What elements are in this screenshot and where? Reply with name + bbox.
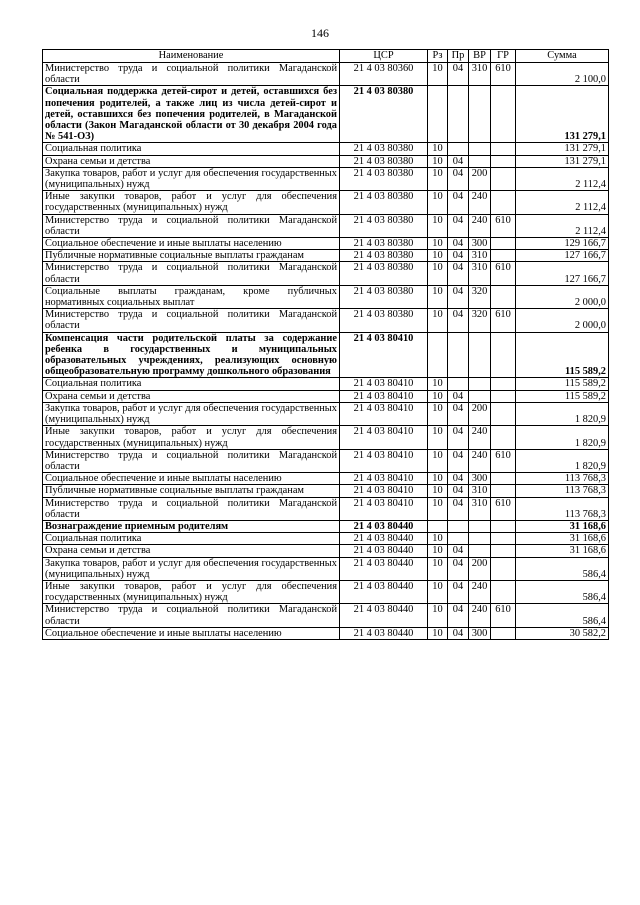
table-row	[43, 309, 609, 332]
cell-name: Министерство труда и социальной политики Магаданской области	[43, 63, 340, 86]
cell-vr: 240	[469, 426, 491, 449]
cell-gr	[491, 520, 516, 532]
cell-name: Социальное обеспечение и иные выплаты населению	[43, 627, 340, 639]
cell-rz	[428, 86, 448, 143]
cell-vr: 240	[469, 580, 491, 603]
cell-vr: 310	[469, 262, 491, 285]
cell-sum: 113 768,3	[516, 497, 609, 520]
cell-pr: 04	[448, 155, 469, 167]
cell-gr	[491, 627, 516, 639]
cell-csr: 21 4 03 80410	[340, 449, 428, 472]
column-header-pr: Пр	[448, 50, 469, 63]
cell-gr: 610	[491, 214, 516, 237]
cell-csr: 21 4 03 80380	[340, 250, 428, 262]
cell-rz: 10	[428, 285, 448, 308]
cell-vr: 310	[469, 485, 491, 497]
cell-pr: 04	[448, 402, 469, 425]
cell-name: Социальные выплаты гражданам, кроме публичных нормативных социальных выплат	[43, 285, 340, 308]
cell-vr	[469, 143, 491, 155]
cell-csr: 21 4 03 80380	[340, 285, 428, 308]
cell-vr: 300	[469, 238, 491, 250]
cell-vr	[469, 155, 491, 167]
cell-name: Министерство труда и социальной политики Магаданской области	[43, 604, 340, 627]
table-row	[43, 390, 609, 402]
table-row	[43, 449, 609, 472]
cell-csr: 21 4 03 80440	[340, 580, 428, 603]
cell-name: Вознаграждение приемным родителям	[43, 520, 340, 532]
cell-csr: 21 4 03 80380	[340, 214, 428, 237]
table-row	[43, 520, 609, 532]
cell-sum: 2 000,0	[516, 309, 609, 332]
cell-gr	[491, 250, 516, 262]
cell-vr: 310	[469, 63, 491, 86]
cell-csr: 21 4 03 80410	[340, 473, 428, 485]
cell-gr: 610	[491, 604, 516, 627]
cell-name: Социальная политика	[43, 378, 340, 390]
cell-gr: 610	[491, 497, 516, 520]
cell-csr: 21 4 03 80410	[340, 485, 428, 497]
cell-rz: 10	[428, 485, 448, 497]
cell-sum: 31 168,6	[516, 520, 609, 532]
cell-pr	[448, 86, 469, 143]
cell-csr: 21 4 03 80380	[340, 143, 428, 155]
cell-pr: 04	[448, 545, 469, 557]
cell-vr: 300	[469, 473, 491, 485]
cell-name: Закупка товаров, работ и услуг для обеспечения государственных (муниципальных) нужд	[43, 402, 340, 425]
cell-name: Охрана семьи и детства	[43, 390, 340, 402]
cell-name: Министерство труда и социальной политики Магаданской области	[43, 214, 340, 237]
cell-sum: 115 589,2	[516, 332, 609, 378]
cell-pr: 04	[448, 309, 469, 332]
cell-csr: 21 4 03 80440	[340, 604, 428, 627]
cell-name: Министерство труда и социальной политики Магаданской области	[43, 262, 340, 285]
cell-name: Социальная политика	[43, 533, 340, 545]
cell-name: Социальная поддержка детей-сирот и детей, оставшихся без попечения родителей, а также лиц из числа детей-сирот и детей, оставшихся без попечения родителей, в Магаданской области (Закон Магаданской области от 30 декабря 2004 года № 541-ОЗ)	[43, 86, 340, 143]
cell-pr: 04	[448, 285, 469, 308]
cell-vr: 200	[469, 557, 491, 580]
cell-rz: 10	[428, 545, 448, 557]
cell-name: Министерство труда и социальной политики Магаданской области	[43, 497, 340, 520]
cell-rz: 10	[428, 378, 448, 390]
cell-csr: 21 4 03 80380	[340, 262, 428, 285]
cell-rz: 10	[428, 580, 448, 603]
cell-pr: 04	[448, 485, 469, 497]
cell-rz: 10	[428, 262, 448, 285]
table-row	[43, 285, 609, 308]
cell-vr: 200	[469, 402, 491, 425]
table-row	[43, 167, 609, 190]
cell-pr	[448, 378, 469, 390]
cell-rz: 10	[428, 214, 448, 237]
cell-vr: 240	[469, 604, 491, 627]
cell-sum: 586,4	[516, 580, 609, 603]
cell-gr	[491, 285, 516, 308]
cell-sum: 1 820,9	[516, 449, 609, 472]
cell-csr: 21 4 03 80440	[340, 520, 428, 532]
cell-gr	[491, 485, 516, 497]
cell-csr: 21 4 03 80410	[340, 497, 428, 520]
cell-rz: 10	[428, 63, 448, 86]
table-row	[43, 557, 609, 580]
cell-csr: 21 4 03 80380	[340, 309, 428, 332]
table-row	[43, 533, 609, 545]
cell-csr: 21 4 03 80380	[340, 238, 428, 250]
cell-gr	[491, 143, 516, 155]
budget-table	[42, 49, 609, 640]
cell-csr: 21 4 03 80380	[340, 155, 428, 167]
cell-name: Иные закупки товаров, работ и услуг для обеспечения государственных (муниципальных) нужд	[43, 191, 340, 214]
cell-gr	[491, 332, 516, 378]
cell-csr: 21 4 03 80410	[340, 426, 428, 449]
cell-csr: 21 4 03 80410	[340, 402, 428, 425]
cell-name: Закупка товаров, работ и услуг для обеспечения государственных (муниципальных) нужд	[43, 167, 340, 190]
cell-sum: 127 166,7	[516, 262, 609, 285]
table-row	[43, 473, 609, 485]
cell-sum: 2 100,0	[516, 63, 609, 86]
cell-rz: 10	[428, 191, 448, 214]
cell-csr: 21 4 03 80440	[340, 533, 428, 545]
cell-name: Охрана семьи и детства	[43, 155, 340, 167]
cell-sum: 115 589,2	[516, 378, 609, 390]
table-row	[43, 262, 609, 285]
cell-csr: 21 4 03 80440	[340, 545, 428, 557]
cell-vr: 240	[469, 191, 491, 214]
cell-name: Министерство труда и социальной политики Магаданской области	[43, 309, 340, 332]
cell-rz: 10	[428, 390, 448, 402]
cell-sum: 113 768,3	[516, 473, 609, 485]
cell-sum: 586,4	[516, 604, 609, 627]
cell-sum: 31 168,6	[516, 545, 609, 557]
cell-rz: 10	[428, 402, 448, 425]
table-row	[43, 143, 609, 155]
cell-gr	[491, 390, 516, 402]
cell-pr: 04	[448, 627, 469, 639]
cell-gr: 610	[491, 63, 516, 86]
cell-sum: 1 820,9	[516, 402, 609, 425]
cell-pr: 04	[448, 580, 469, 603]
cell-pr: 04	[448, 497, 469, 520]
cell-gr	[491, 533, 516, 545]
cell-sum: 2 112,4	[516, 191, 609, 214]
cell-csr: 21 4 03 80410	[340, 332, 428, 378]
cell-rz	[428, 332, 448, 378]
cell-vr	[469, 520, 491, 532]
cell-gr	[491, 557, 516, 580]
cell-name: Охрана семьи и детства	[43, 545, 340, 557]
cell-rz: 10	[428, 426, 448, 449]
cell-gr	[491, 473, 516, 485]
cell-gr	[491, 155, 516, 167]
table-row	[43, 545, 609, 557]
cell-pr	[448, 143, 469, 155]
cell-rz: 10	[428, 627, 448, 639]
cell-sum: 1 820,9	[516, 426, 609, 449]
cell-vr: 240	[469, 214, 491, 237]
cell-rz: 10	[428, 557, 448, 580]
cell-vr: 310	[469, 497, 491, 520]
cell-csr: 21 4 03 80380	[340, 86, 428, 143]
cell-vr: 240	[469, 449, 491, 472]
cell-sum: 2 112,4	[516, 167, 609, 190]
table-row	[43, 627, 609, 639]
table-row	[43, 332, 609, 378]
cell-sum: 586,4	[516, 557, 609, 580]
table-row	[43, 86, 609, 143]
cell-pr: 04	[448, 250, 469, 262]
cell-sum: 131 279,1	[516, 86, 609, 143]
table-row	[43, 378, 609, 390]
cell-gr	[491, 167, 516, 190]
column-header-vr: ВР	[469, 50, 491, 63]
cell-gr	[491, 426, 516, 449]
cell-pr: 04	[448, 63, 469, 86]
cell-name: Социальная политика	[43, 143, 340, 155]
cell-sum: 115 589,2	[516, 390, 609, 402]
cell-name: Социальное обеспечение и иные выплаты населению	[43, 473, 340, 485]
cell-rz: 10	[428, 497, 448, 520]
cell-rz: 10	[428, 155, 448, 167]
table-row	[43, 250, 609, 262]
cell-vr	[469, 378, 491, 390]
column-header-name: Наименование	[43, 50, 340, 63]
cell-rz: 10	[428, 449, 448, 472]
column-header-csr: ЦСР	[340, 50, 428, 63]
cell-gr	[491, 580, 516, 603]
cell-pr: 04	[448, 473, 469, 485]
cell-csr: 21 4 03 80380	[340, 167, 428, 190]
cell-vr: 310	[469, 250, 491, 262]
table-row	[43, 497, 609, 520]
page-number: 146	[311, 26, 329, 40]
cell-rz: 10	[428, 238, 448, 250]
column-header-rz: Рз	[428, 50, 448, 63]
cell-name: Социальное обеспечение и иные выплаты населению	[43, 238, 340, 250]
cell-name: Иные закупки товаров, работ и услуг для обеспечения государственных (муниципальных) нужд	[43, 580, 340, 603]
cell-pr: 04	[448, 214, 469, 237]
cell-csr: 21 4 03 80440	[340, 627, 428, 639]
cell-pr: 04	[448, 262, 469, 285]
cell-name: Публичные нормативные социальные выплаты гражданам	[43, 485, 340, 497]
cell-name: Закупка товаров, работ и услуг для обеспечения государственных (муниципальных) нужд	[43, 557, 340, 580]
cell-sum: 30 582,2	[516, 627, 609, 639]
cell-sum: 127 166,7	[516, 250, 609, 262]
cell-sum: 131 279,1	[516, 155, 609, 167]
cell-gr: 610	[491, 309, 516, 332]
cell-pr	[448, 533, 469, 545]
cell-vr	[469, 332, 491, 378]
cell-gr	[491, 238, 516, 250]
cell-pr: 04	[448, 449, 469, 472]
cell-rz: 10	[428, 473, 448, 485]
cell-vr: 320	[469, 285, 491, 308]
table-row	[43, 402, 609, 425]
column-header-gr: ГР	[491, 50, 516, 63]
cell-rz	[428, 520, 448, 532]
table-row	[43, 604, 609, 627]
table-row	[43, 63, 609, 86]
cell-pr: 04	[448, 604, 469, 627]
cell-sum: 129 166,7	[516, 238, 609, 250]
cell-name: Министерство труда и социальной политики Магаданской области	[43, 449, 340, 472]
table-row	[43, 426, 609, 449]
cell-sum: 131 279,1	[516, 143, 609, 155]
cell-vr	[469, 545, 491, 557]
table-row	[43, 580, 609, 603]
cell-sum: 2 112,4	[516, 214, 609, 237]
cell-vr: 320	[469, 309, 491, 332]
cell-pr	[448, 332, 469, 378]
cell-vr: 200	[469, 167, 491, 190]
cell-pr: 04	[448, 390, 469, 402]
cell-vr	[469, 533, 491, 545]
cell-csr: 21 4 03 80410	[340, 378, 428, 390]
table-body	[43, 63, 609, 640]
cell-gr	[491, 86, 516, 143]
cell-pr	[448, 520, 469, 532]
cell-name: Публичные нормативные социальные выплаты гражданам	[43, 250, 340, 262]
cell-vr	[469, 86, 491, 143]
cell-sum: 2 000,0	[516, 285, 609, 308]
cell-name: Компенсация части родительской платы за содержание ребенка в государственных и муниципальных образовательных учреждениях, реализующих основную общеобразовательную программу дошкольного образования	[43, 332, 340, 378]
cell-gr	[491, 378, 516, 390]
table-header-row	[43, 50, 609, 63]
table-row	[43, 238, 609, 250]
table-row	[43, 191, 609, 214]
table-row	[43, 214, 609, 237]
cell-sum: 31 168,6	[516, 533, 609, 545]
cell-rz: 10	[428, 309, 448, 332]
cell-gr	[491, 545, 516, 557]
cell-rz: 10	[428, 143, 448, 155]
cell-pr: 04	[448, 191, 469, 214]
cell-rz: 10	[428, 167, 448, 190]
cell-name: Иные закупки товаров, работ и услуг для обеспечения государственных (муниципальных) нужд	[43, 426, 340, 449]
cell-sum: 113 768,3	[516, 485, 609, 497]
table-row	[43, 485, 609, 497]
cell-csr: 21 4 03 80360	[340, 63, 428, 86]
cell-pr: 04	[448, 167, 469, 190]
cell-csr: 21 4 03 80380	[340, 191, 428, 214]
cell-csr: 21 4 03 80410	[340, 390, 428, 402]
cell-rz: 10	[428, 250, 448, 262]
column-header-sum: Сумма	[516, 50, 609, 63]
cell-csr: 21 4 03 80440	[340, 557, 428, 580]
cell-pr: 04	[448, 238, 469, 250]
cell-gr	[491, 191, 516, 214]
cell-gr	[491, 402, 516, 425]
table-row	[43, 155, 609, 167]
cell-rz: 10	[428, 604, 448, 627]
cell-gr: 610	[491, 262, 516, 285]
cell-vr: 300	[469, 627, 491, 639]
cell-vr	[469, 390, 491, 402]
cell-pr: 04	[448, 557, 469, 580]
cell-gr: 610	[491, 449, 516, 472]
cell-pr: 04	[448, 426, 469, 449]
cell-rz: 10	[428, 533, 448, 545]
